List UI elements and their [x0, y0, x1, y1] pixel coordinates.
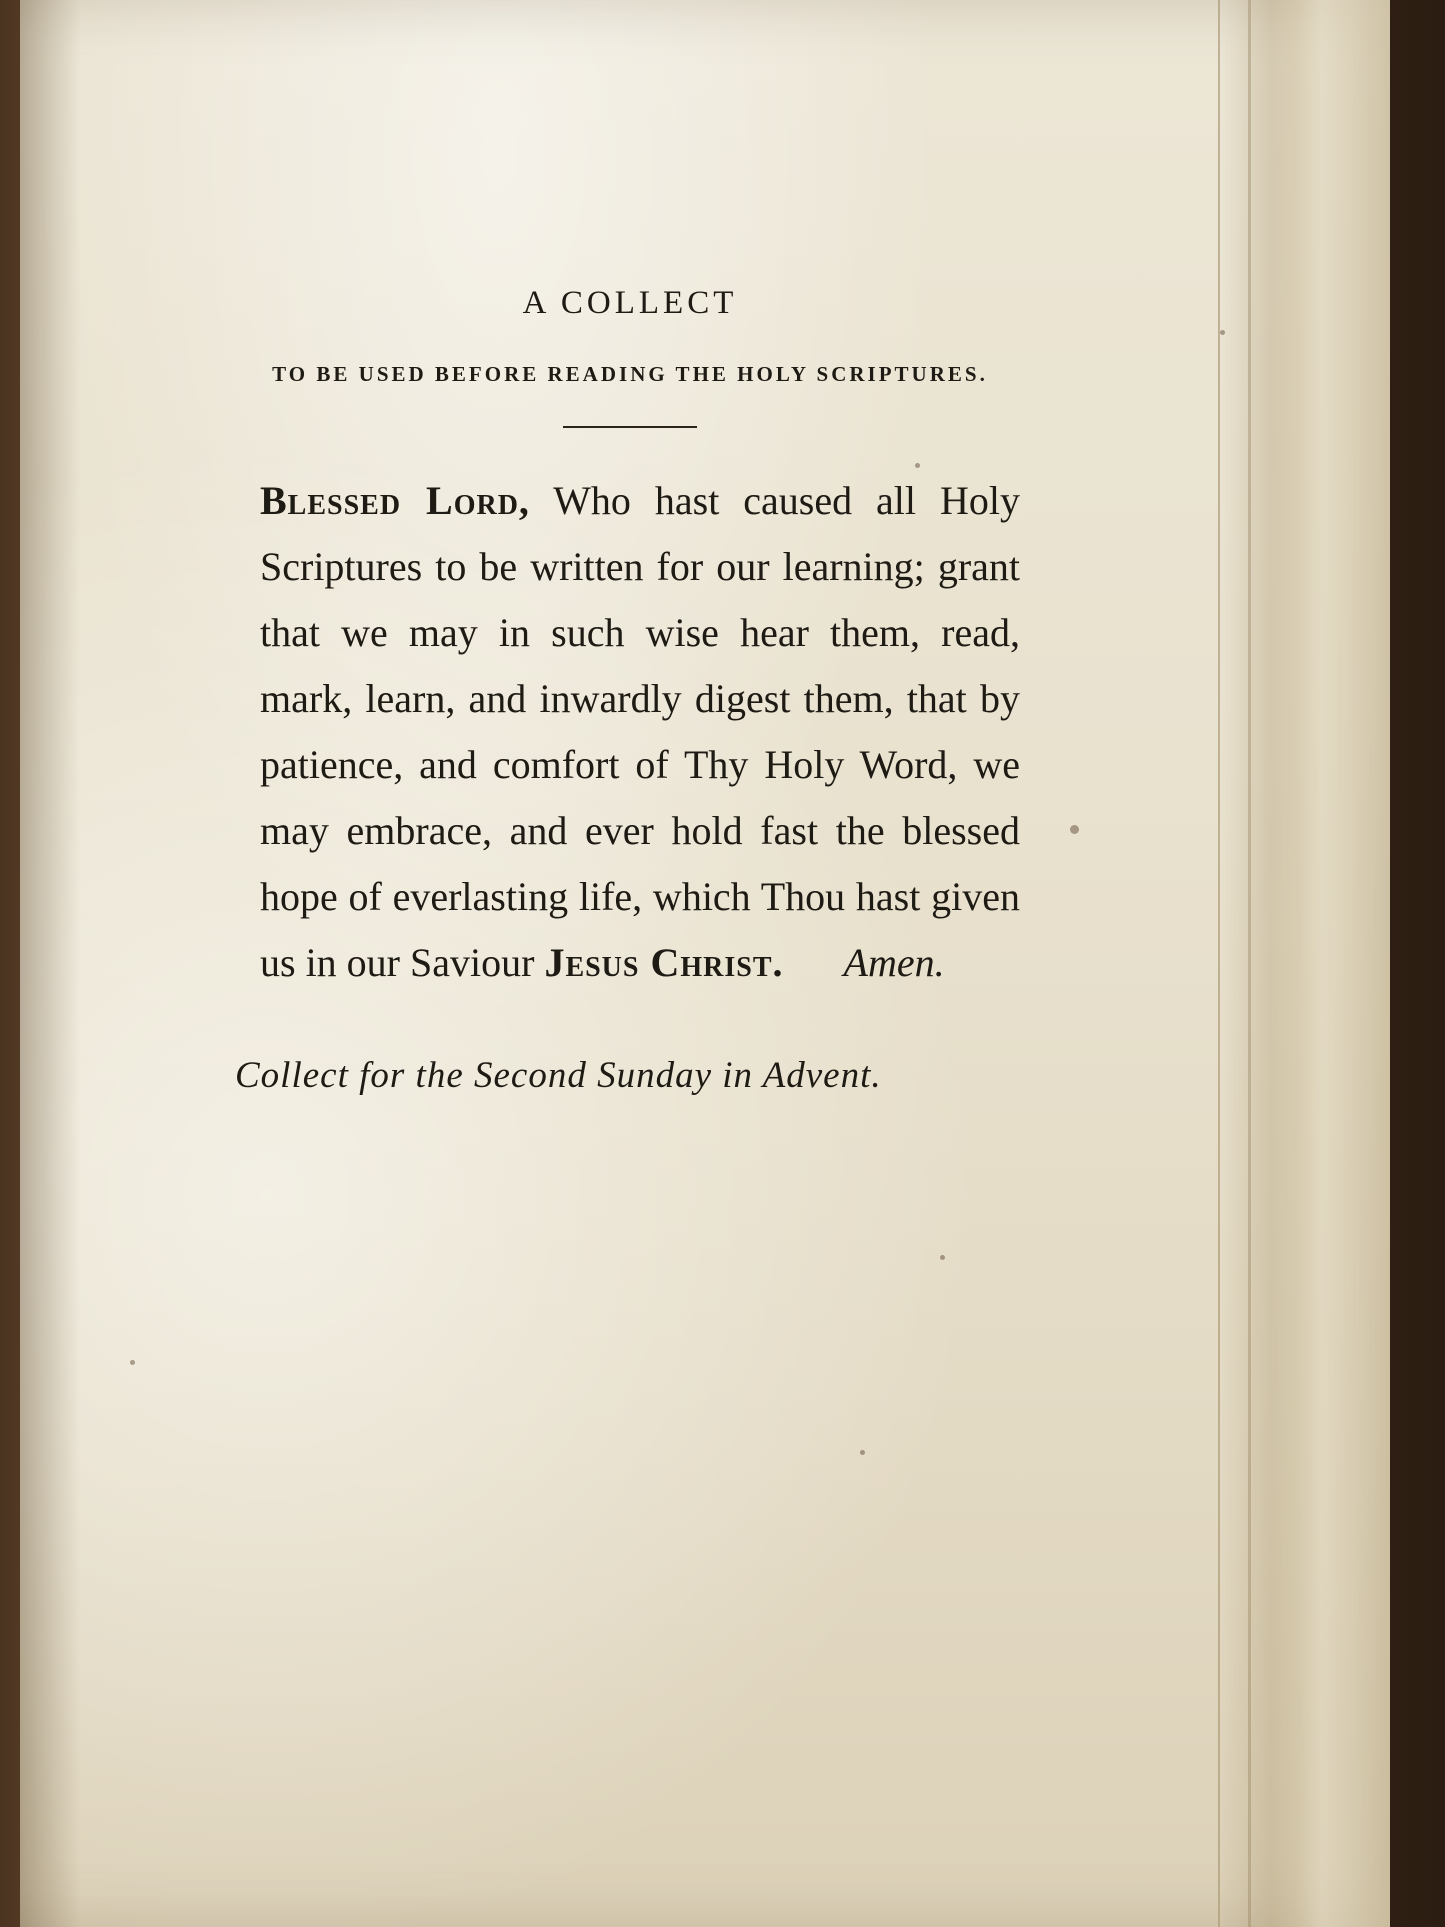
divider-rule — [563, 426, 697, 428]
collect-content — [235, 285, 1020, 1097]
page-gutter-shadow — [20, 0, 80, 1927]
paper-speck — [1220, 330, 1225, 335]
prayer-amen: Amen. — [843, 940, 945, 985]
paper-speck — [130, 1360, 135, 1365]
collect-reference: Collect for the Second Sunday in Advent. — [235, 1055, 882, 1096]
paper-speck — [1070, 825, 1079, 834]
prayer-text: Who hast caused all Holy Scriptures to be written for our learning; grant that we may in such wise hear them, read, mark, learn, and inwardly digest them, that by patience, and comfort of Thy Holy Word, we may embrace, and ever hold fast the blessed hope of everlasting life, which Thou hast given us in our Saviour — [260, 478, 1020, 985]
page-subtitle: TO BE USED BEFORE READING THE HOLY SCRIPTURES. — [272, 362, 988, 386]
page-edge — [1218, 0, 1390, 1927]
book-page — [20, 0, 1390, 1927]
collect-prayer — [240, 468, 1020, 996]
page-title: A COLLECT — [522, 285, 738, 321]
prayer-name: Jesus Christ. — [544, 940, 784, 985]
paper-speck — [940, 1255, 945, 1260]
prayer-opening: Blessed Lord, — [260, 478, 530, 523]
paper-speck — [860, 1450, 865, 1455]
